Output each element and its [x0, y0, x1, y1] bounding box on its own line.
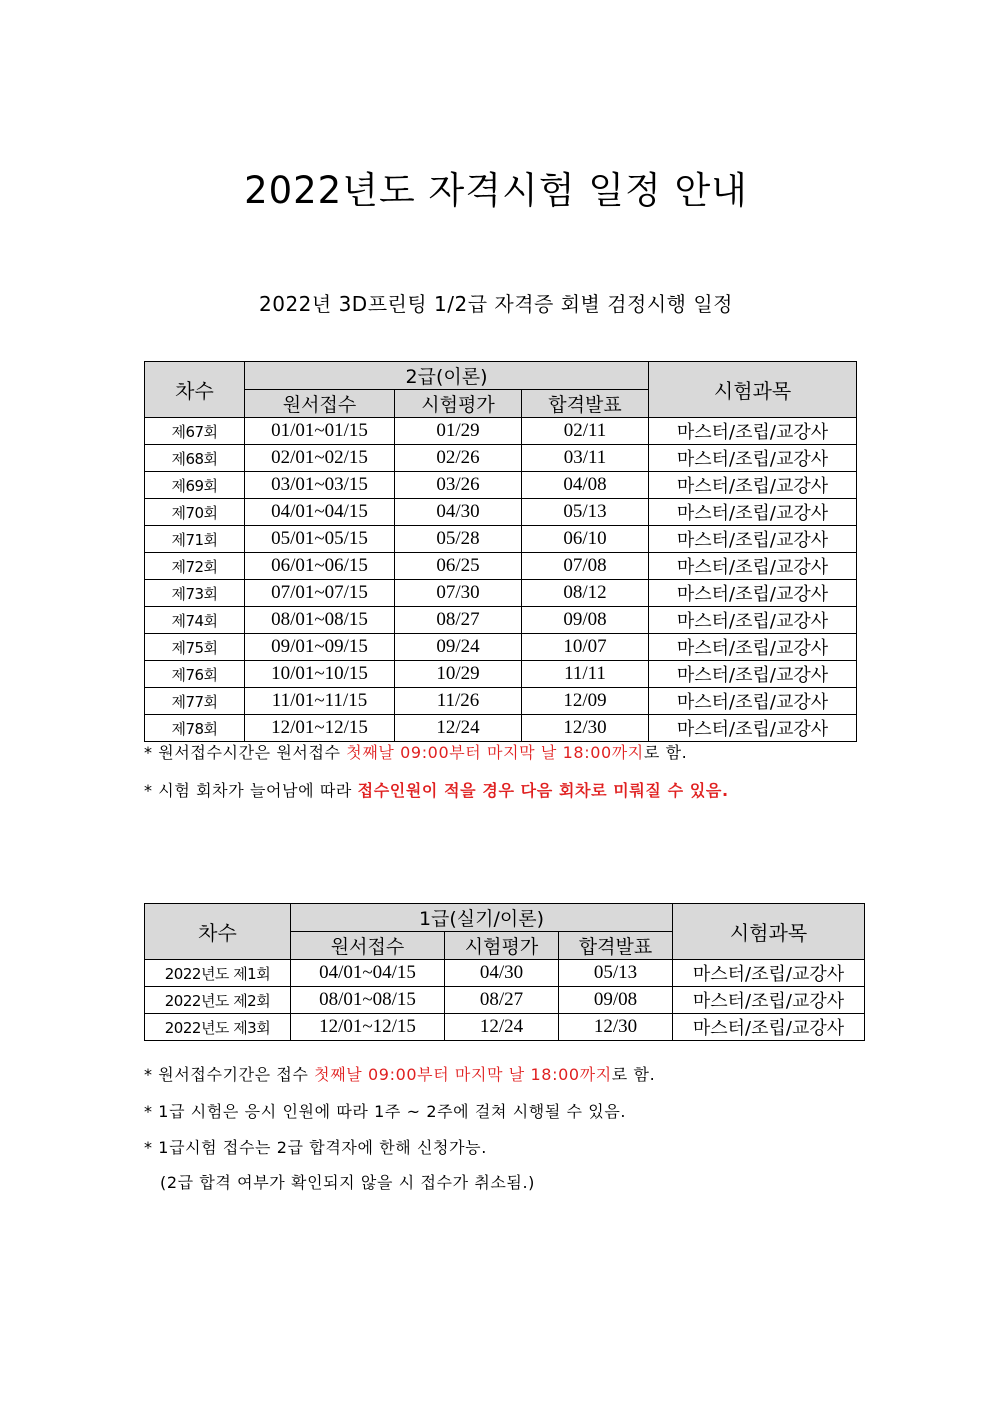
result-cell: 11/11	[522, 661, 649, 688]
round-cell: 제69회	[145, 472, 245, 499]
table-row	[145, 634, 857, 661]
header-result: 합격발표	[522, 390, 649, 418]
header-apply: 원서접수	[291, 932, 445, 960]
result-cell: 03/11	[522, 445, 649, 472]
apply-cell: 04/01~04/15	[245, 499, 395, 526]
result-cell: 04/08	[522, 472, 649, 499]
apply-cell: 02/01~02/15	[245, 445, 395, 472]
header-subject: 시험과목	[673, 904, 865, 960]
subject-cell: 마스터/조립/교강사	[649, 553, 857, 580]
apply-cell: 12/01~12/15	[291, 1014, 445, 1041]
table-row	[145, 418, 857, 445]
result-cell: 12/30	[522, 715, 649, 742]
note-exam-duration: * 1급 시험은 응시 인원에 따라 1주 ~ 2주에 걸쳐 시행될 수 있음.	[144, 1102, 627, 1121]
round-cell: 제68회	[145, 445, 245, 472]
round-cell: 제77회	[145, 688, 245, 715]
apply-cell: 11/01~11/15	[245, 688, 395, 715]
note-highlight: 첫째날 09:00부터 마지막 날 18:00까지	[346, 743, 644, 762]
note-text: * 원서접수시간은 원서접수	[144, 743, 347, 762]
document-subtitle: 2022년 3D프린팅 1/2급 자격증 회별 검정시행 일정	[259, 292, 733, 316]
note-text: 로 함.	[611, 1065, 656, 1084]
note-eligibility: * 1급시험 접수는 2급 합격자에 한해 신청가능.	[144, 1138, 487, 1157]
note-apply-time	[144, 740, 687, 763]
result-cell: 10/07	[522, 634, 649, 661]
note-cancellation: (2급 합격 여부가 확인되지 않을 시 접수가 취소됨.)	[160, 1173, 536, 1192]
document-title: 2022년도 자격시험 일정 안내	[244, 169, 748, 212]
header-apply: 원서접수	[245, 390, 395, 418]
note-apply-period	[144, 1062, 655, 1085]
exam-cell: 08/27	[395, 607, 522, 634]
apply-cell: 12/01~12/15	[245, 715, 395, 742]
subject-cell: 마스터/조립/교강사	[649, 499, 857, 526]
subject-cell: 마스터/조립/교강사	[649, 526, 857, 553]
apply-cell: 10/01~10/15	[245, 661, 395, 688]
exam-cell: 12/24	[395, 715, 522, 742]
exam-cell: 08/27	[445, 987, 559, 1014]
subject-cell: 마스터/조립/교강사	[649, 580, 857, 607]
grade1-schedule-table	[144, 903, 865, 1041]
result-cell: 12/30	[559, 1014, 673, 1041]
round-cell: 제70회	[145, 499, 245, 526]
round-cell: 2022년도 제3회	[145, 1014, 291, 1041]
apply-cell: 07/01~07/15	[245, 580, 395, 607]
header-exam: 시험평가	[445, 932, 559, 960]
header-result: 합격발표	[559, 932, 673, 960]
result-cell: 06/10	[522, 526, 649, 553]
subject-cell: 마스터/조립/교강사	[649, 607, 857, 634]
result-cell: 08/12	[522, 580, 649, 607]
round-cell: 제72회	[145, 553, 245, 580]
header-round: 차수	[145, 362, 245, 418]
round-cell: 2022년도 제1회	[145, 960, 291, 987]
table-row	[145, 715, 857, 742]
subject-cell: 마스터/조립/교강사	[649, 634, 857, 661]
exam-cell: 04/30	[395, 499, 522, 526]
round-cell: 제71회	[145, 526, 245, 553]
exam-cell: 12/24	[445, 1014, 559, 1041]
exam-cell: 02/26	[395, 445, 522, 472]
result-cell: 09/08	[522, 607, 649, 634]
table-row	[145, 553, 857, 580]
note-text: * 시험 회차가 늘어남에 따라	[144, 781, 358, 800]
round-cell: 제74회	[145, 607, 245, 634]
exam-cell: 07/30	[395, 580, 522, 607]
apply-cell: 09/01~09/15	[245, 634, 395, 661]
subject-cell: 마스터/조립/교강사	[649, 445, 857, 472]
round-cell: 제76회	[145, 661, 245, 688]
note-highlight: 첫째날 09:00부터 마지막 날 18:00까지	[314, 1065, 612, 1084]
round-cell: 제67회	[145, 418, 245, 445]
table-row	[145, 580, 857, 607]
apply-cell: 03/01~03/15	[245, 472, 395, 499]
table-row	[145, 499, 857, 526]
exam-cell: 04/30	[445, 960, 559, 987]
subject-cell: 마스터/조립/교강사	[673, 960, 865, 987]
header-round: 차수	[145, 904, 291, 960]
apply-cell: 04/01~04/15	[291, 960, 445, 987]
apply-cell: 06/01~06/15	[245, 553, 395, 580]
subject-cell: 마스터/조립/교강사	[649, 688, 857, 715]
subject-cell: 마스터/조립/교강사	[649, 418, 857, 445]
note-text: * 원서접수기간은 접수	[144, 1065, 315, 1084]
result-cell: 09/08	[559, 987, 673, 1014]
result-cell: 05/13	[522, 499, 649, 526]
table-row	[145, 1014, 865, 1041]
round-cell: 제78회	[145, 715, 245, 742]
result-cell: 02/11	[522, 418, 649, 445]
round-cell: 2022년도 제2회	[145, 987, 291, 1014]
exam-cell: 05/28	[395, 526, 522, 553]
round-cell: 제73회	[145, 580, 245, 607]
result-cell: 05/13	[559, 960, 673, 987]
table-row	[145, 960, 865, 987]
subject-cell: 마스터/조립/교강사	[649, 715, 857, 742]
subject-cell: 마스터/조립/교강사	[673, 987, 865, 1014]
header-subject: 시험과목	[649, 362, 857, 418]
exam-cell: 06/25	[395, 553, 522, 580]
result-cell: 12/09	[522, 688, 649, 715]
header-group: 1급(실기/이론)	[291, 904, 673, 932]
exam-cell: 11/26	[395, 688, 522, 715]
note-highlight: 접수인원이 적을 경우 다음 회차로 미뤄질 수 있음.	[357, 781, 729, 800]
exam-cell: 01/29	[395, 418, 522, 445]
header-exam: 시험평가	[395, 390, 522, 418]
apply-cell: 08/01~08/15	[291, 987, 445, 1014]
note-text: 로 함.	[643, 743, 688, 762]
exam-cell: 09/24	[395, 634, 522, 661]
subject-cell: 마스터/조립/교강사	[649, 472, 857, 499]
grade2-schedule-table	[144, 361, 857, 742]
apply-cell: 08/01~08/15	[245, 607, 395, 634]
exam-cell: 03/26	[395, 472, 522, 499]
subject-cell: 마스터/조립/교강사	[649, 661, 857, 688]
subject-cell: 마스터/조립/교강사	[673, 1014, 865, 1041]
table-row	[145, 526, 857, 553]
result-cell: 07/08	[522, 553, 649, 580]
table-row	[145, 661, 857, 688]
exam-cell: 10/29	[395, 661, 522, 688]
table-row	[145, 472, 857, 499]
header-group: 2급(이론)	[245, 362, 649, 390]
note-postpone	[144, 778, 729, 801]
apply-cell: 05/01~05/15	[245, 526, 395, 553]
round-cell: 제75회	[145, 634, 245, 661]
table-row	[145, 607, 857, 634]
table-row	[145, 445, 857, 472]
table-row	[145, 987, 865, 1014]
table-row	[145, 688, 857, 715]
apply-cell: 01/01~01/15	[245, 418, 395, 445]
